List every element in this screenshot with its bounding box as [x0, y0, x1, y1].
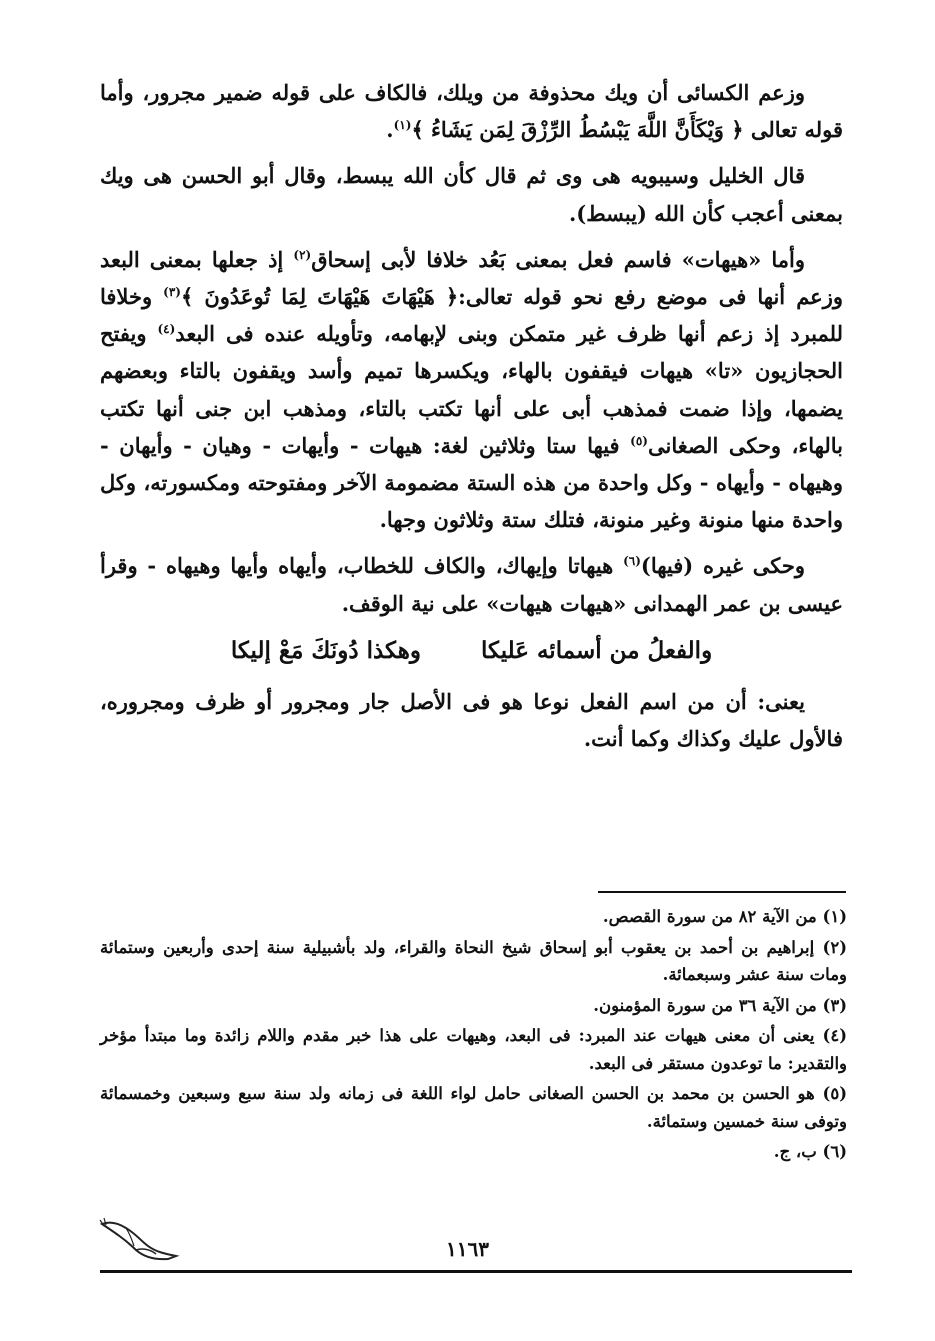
paragraph-3-part-d: فيها ستا وثلاثين لغة: هيهات - وأيهات - وهيان - وأيهان - وهيهاه - وأيهاه - وكل واحدة من هذه الستة مضمومة الآخر ومفتوحته ومكسورته، وكل واحدة منها منونة وغير منونة، فتلك ستة وثلاثون وجها. — [100, 432, 843, 533]
verse-hemistich-1: والفعلُ من أسمائه عَليكا — [480, 636, 713, 664]
quran-verse: ﴿ هَيْهَاتَ هَيْهَاتَ لِمَا تُوعَدُونَ ﴾ — [180, 284, 459, 310]
footnote-number: (١) — [822, 907, 847, 926]
poetry-verse — [100, 631, 843, 671]
paragraph-3-part-b: وخلافا للمبرد إذ زعم أنها ظرف غير متمكن وبنى لإبهامه، وتأويله عنده فى البعد — [100, 284, 844, 347]
footnote-5 — [100, 1080, 847, 1135]
footnote-ref-3: (٣) — [163, 285, 181, 300]
paragraph-3-part-a: إذ جعلها بمعنى البعد وزعم أنها فى موضع رفع نحو قوله تعالى: — [100, 246, 843, 310]
footnote-6 — [100, 1138, 847, 1166]
paragraph-1 — [100, 74, 843, 148]
paragraph-5: يعنى: أن من اسم الفعل نوعا هو فى الأصل جار ومجرور أو ظرف ومجروره، فالأول عليك وكذاك وكما أنت. — [100, 688, 843, 752]
footnote-number: (٤) — [822, 1026, 847, 1045]
paragraph-3-part-c: ويفتح الحجازيون «تا» هيهات فيقفون بالهاء، ويكسرها تميم وأسد ويقفون بالتاء وبعضهم يضمها، وإذا ضمت فمذهب أبى على أنها تكتب بالتاء، ومذهب ابن جنى أنها تكتب بالهاء، وحكى الصغانى — [100, 321, 843, 458]
footnote-text: ب، ج. — [773, 1142, 817, 1161]
footnote-text: يعنى أن معنى هيهات عند المبرد: فى البعد، وهيهات على هذا خبر مقدم واللام زائدة وما مبتدأ مؤخر والتقدير: ما توعدون مستقر فى البعد. — [100, 1026, 847, 1073]
paragraph-4-part-a: هيهاتا وإيهاك، والكاف للخطاب، وأيهاه وأيها وهيهاه - وقرأ عيسى بن عمر الهمدانى «هيهات هيهات» على نية الوقف. — [100, 553, 843, 616]
footnote-number: (٢) — [822, 937, 848, 957]
footnote-number: (٥) — [822, 1084, 848, 1103]
paragraph-2: قال الخليل وسيبويه هى وى ثم قال كأن الله يبسط، وقال أبو الحسن هى ويك بمعنى أعجب كأن الله (يبسط). — [100, 163, 843, 226]
paragraph-1-end: . — [386, 117, 394, 143]
footnote-1 — [100, 903, 847, 931]
footnote-text: إبراهيم بن أحمد بن يعقوب أبو إسحاق شيخ النحاة والقراء، ولد بأشبيلية سنة إحدى وأربعين وستمائة ومات سنة عشر وسبعمائة. — [100, 937, 847, 984]
footnote-4 — [100, 1022, 847, 1077]
page-number: ١١٦٣ — [446, 1237, 489, 1261]
footnote-2 — [100, 934, 847, 989]
paragraph-4 — [100, 547, 843, 621]
paragraph-3 — [100, 241, 843, 539]
footnote-ref-4: (٤) — [157, 322, 176, 337]
footnote-number: (٣) — [822, 995, 847, 1015]
paragraph-1-text: وزعم الكسائى أن ويك محذوفة من ويلك، فالكاف على قوله ضمير مجرور، وأما قوله تعالى ﴿ وَيْكَأَنَّ اللَّهَ يَبْسُطُ الرِّزْقَ لِمَن يَشَاءُ ﴾ — [100, 80, 843, 143]
footnote-ref-5: (٥) — [630, 433, 648, 448]
footnote-text: هو الحسن بن محمد بن الحسن الصغانى حامل لواء اللغة فى زمانه ولد سنة سبع وسبعين وخمسمائة وتوفى سنة خمسين وستمائة. — [100, 1084, 847, 1131]
footnote-separator — [598, 891, 846, 893]
footnote-text: من الآية ٨٢ من سورة القصص. — [602, 907, 817, 926]
main-text — [100, 74, 843, 766]
footnote-text: من الآية ٣٦ من سورة المؤمنون. — [593, 995, 817, 1015]
footnote-3 — [100, 992, 847, 1020]
footnote-ref-1: (١) — [393, 118, 412, 133]
footnote-ref-6: (٦) — [623, 554, 641, 569]
verse-hemistich-2: وهكذا دُونَكَ مَعْ إليكا — [230, 636, 421, 664]
footnote-ref-2: (٢) — [293, 247, 312, 262]
footnote-number: (٦) — [822, 1142, 847, 1161]
bottom-rule — [100, 1270, 852, 1273]
paragraph-4-lead: وحكى غيره (فيها) — [640, 553, 806, 579]
paragraph-3-lead: وأما «هيهات» فاسم فعل بمعنى بَعُد خلافا لأبى إسحاق — [311, 246, 806, 272]
footnotes — [100, 903, 847, 1169]
